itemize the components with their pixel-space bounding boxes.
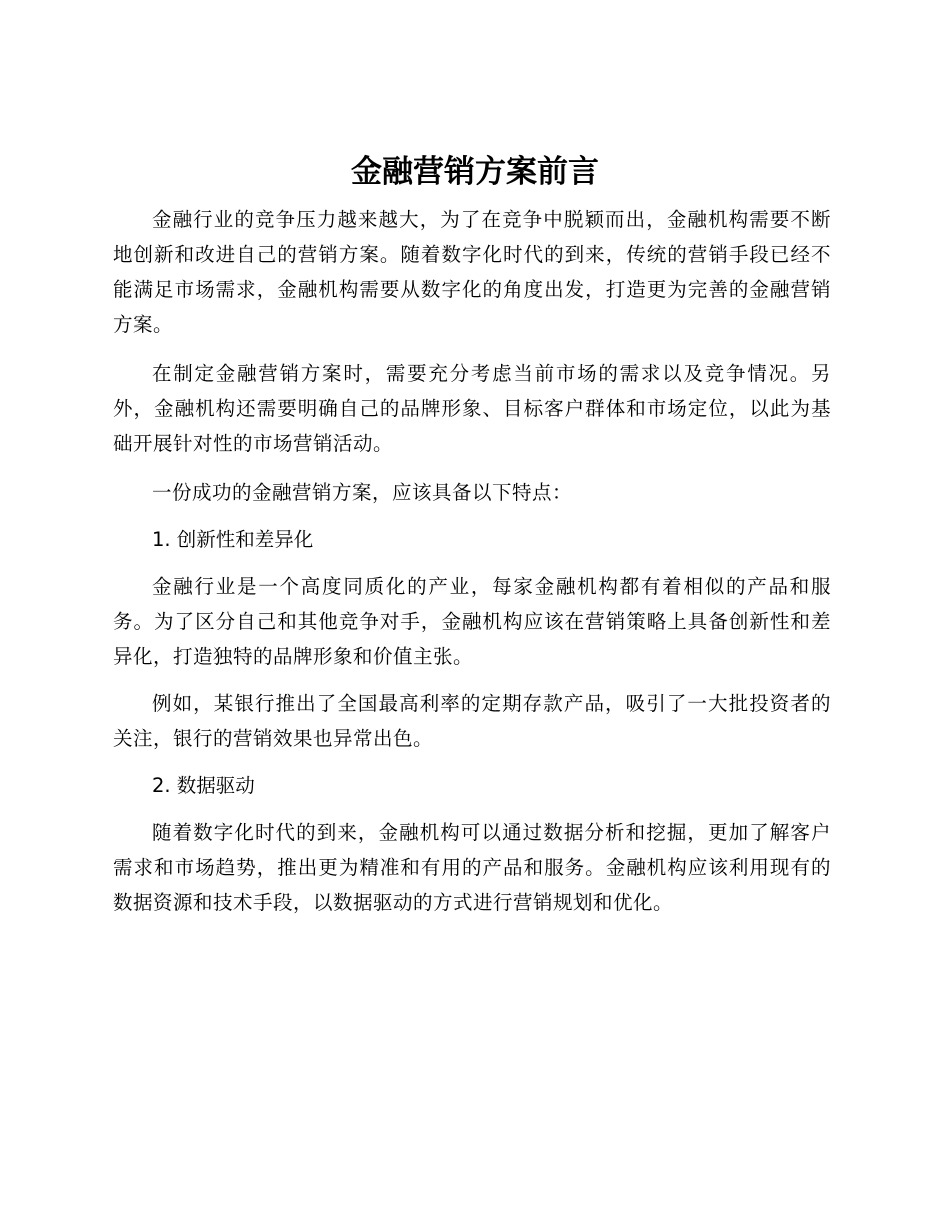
paragraph-example: 例如，某银行推出了全国最高利率的定期存款产品，吸引了一大批投资者的关注，银行的营销效果也异常出色。 <box>113 692 831 750</box>
paragraph-innovation: 金融行业是一个高度同质化的产业，每家金融机构都有着相似的产品和服务。为了区分自己和其他竞争对手，金融机构应该在营销策略上具备创新性和差异化，打造独特的品牌形象和价值主张。 <box>113 575 831 668</box>
section-heading-innovation: 1. 创新性和差异化 <box>152 528 314 551</box>
paragraph-data-driven: 随着数字化时代的到来，金融机构可以通过数据分析和挖掘，更加了解客户需求和市场趋势，推出更为精准和有用的产品和服务。金融机构应该利用现有的数据资源和技术手段，以数据驱动的方式进行营销规划和优化。 <box>113 821 831 914</box>
section-heading-data-driven: 2. 数据驱动 <box>152 774 255 797</box>
paragraph-features-lead: 一份成功的金融营销方案，应该具备以下特点： <box>152 481 573 504</box>
paragraph-planning: 在制定金融营销方案时，需要充分考虑当前市场的需求以及竞争情况。另外，金融机构还需要明确自己的品牌形象、目标客户群体和市场定位，以此为基础开展针对性的市场营销活动。 <box>113 362 831 455</box>
document-title: 金融营销方案前言 <box>351 154 599 190</box>
paragraph-intro: 金融行业的竞争压力越来越大，为了在竞争中脱颖而出，金融机构需要不断地创新和改进自己的营销方案。随着数字化时代的到来，传统的营销手段已经不能满足市场需求，金融机构需要从数字化的角度出发，打造更为完善的金融营销方案。 <box>113 208 831 336</box>
document-body <box>113 202 831 920</box>
